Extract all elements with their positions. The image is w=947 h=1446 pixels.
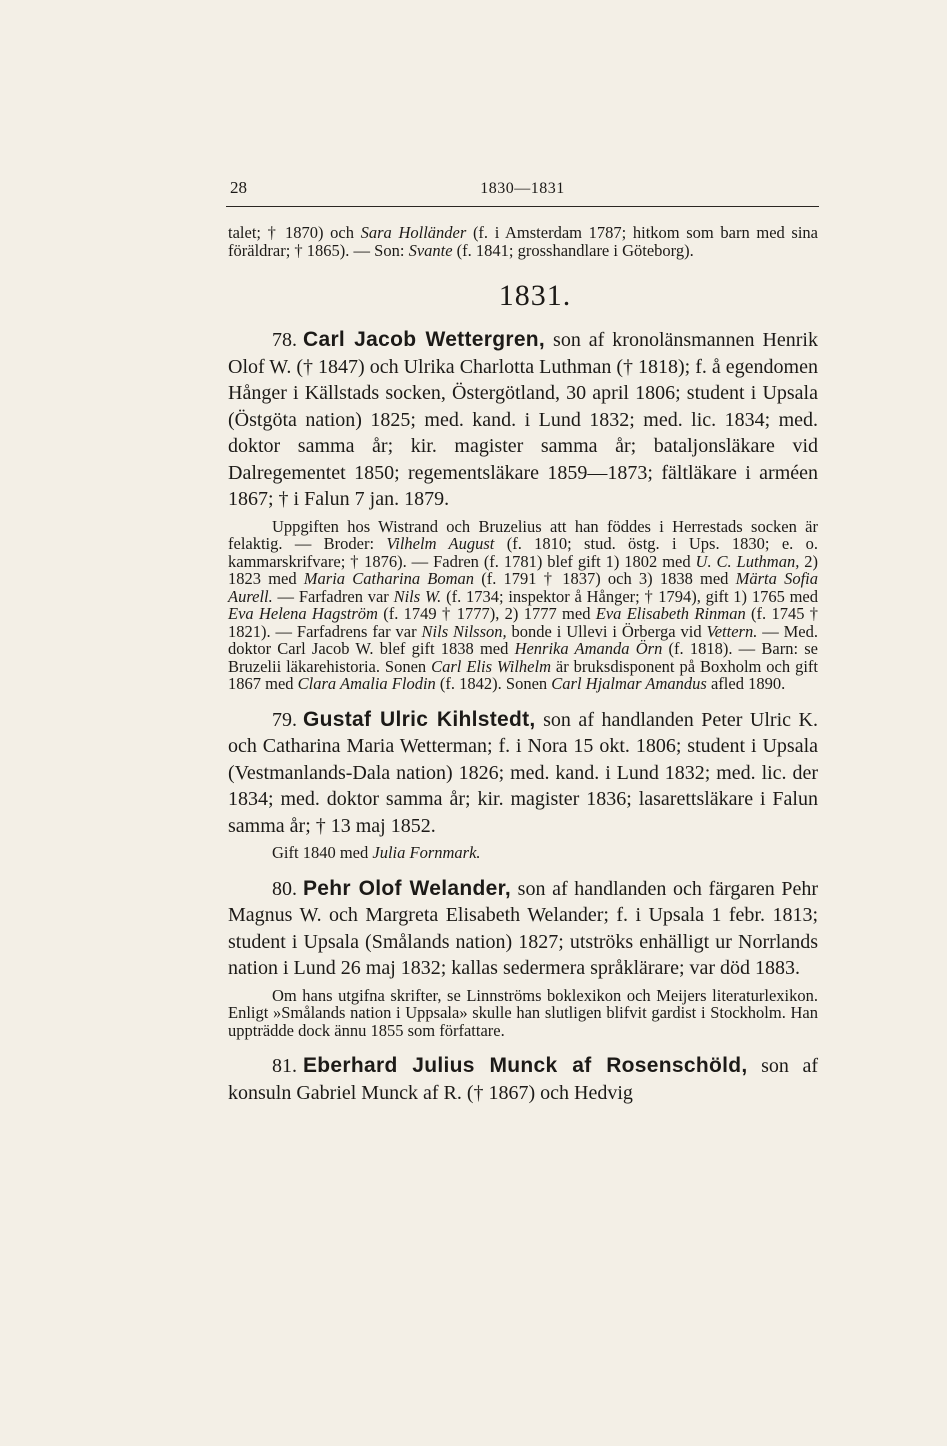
entry-number: 80. <box>272 877 297 900</box>
entry-note: Om hans utgifna skrifter, se Linnströms boklexikon och Meijers literaturlexikon. Enligt »Smålands nation i Uppsala» skulle han slutligen blifvit gardist i Stockholm. Han uppträdde dock ännu 1855 som författare. <box>228 985 818 1040</box>
running-head: 1830—1831 <box>480 180 565 197</box>
year-heading: 1831. <box>498 279 572 312</box>
entry-name: Eberhard Julius Munck af Rosenschöld, <box>303 1054 748 1077</box>
entry-number: 78. <box>272 329 297 351</box>
entry-name: Gustaf Ulric Kihlstedt, <box>303 707 536 731</box>
entry-body: 78. Carl Jacob Wettergren, son af kronolänsmannen Henrik Olof W. († 1847) och Ulrika Charlotta Luthman († 1818); f. å egendomen Hånger i Källstads socken, Östergötland, 30 april 1806; student i Upsala (Östgöta nation) 1825; med. kand. i Lund 1832; med. lic. 1834; med. doktor samma år; kir. magister samma år; bataljonsläkare vid Dalregementet 1850; regementsläkare 1859—1873; fältläkare i arméen 1867; † i Falun 7 jan. 1879. <box>228 328 818 510</box>
entry-79 <box>228 707 818 862</box>
continuation-paragraph: talet; † 1870) och Sara Holländer (f. i Amsterdam 1787; hitkom som barn med sina föräldrar; † 1865). — Son: Svante (f. 1841; grosshandlare i Göteborg). <box>228 223 818 260</box>
entry-body: 80. Pehr Olof Welander, son af handlanden och färgaren Pehr Magnus W. och Margreta Elisabeth Welander; f. i Upsala 1 febr. 1813; student i Upsala (Smålands nation) 1827; utströks enhälligt ur Norrlands nation i Lund 26 maj 1832; kallas sedermera språklärare; var död 1883. <box>228 876 818 979</box>
entry-note: Gift 1840 med Julia Fornmark. <box>272 843 481 862</box>
page-header <box>226 176 819 207</box>
entry-number: 81. <box>272 1055 297 1077</box>
entry-81 <box>228 1053 818 1106</box>
page-content <box>228 224 818 1106</box>
entry-78 <box>228 327 818 693</box>
entry-number: 79. <box>272 708 297 731</box>
entry-note: Uppgiften hos Wistrand och Bruzelius att han föddes i Herrestads socken är felaktig. — Broder: Vilhelm August (f. 1810; stud. östg. i Ups. 1830; e. o. kammarskrifvare; † 1876). — Fadren (f. 1781) blef gift 1) 1802 med U. C. Luthman, 2) 1823 med Maria Catharina Boman (f. 1791 † 1837) och 3) 1838 med Märta Sofia Aurell. — Farfadren var Nils W. (f. 1734; inspektor å Hånger; † 1794), gift 1) 1765 med Eva Helena Hagström (f. 1749 † 1777), 2) 1777 med Eva Elisabeth Rinman (f. 1745 † 1821). — Farfadrens far var Nils Nilsson, bonde i Ullevi i Örberga vid Vettern. — Med. doktor Carl Jacob W. blef gift 1838 med Henrika Amanda Örn (f. 1818). — Barn: se Bruzelii läkarehistoria. Sonen Carl Elis Wilhelm är bruksdisponent på Boxholm och gift 1867 med Clara Amalia Flodin (f. 1842). Sonen Carl Hjalmar Amandus afled 1890. <box>228 516 819 693</box>
page-number: 28 <box>230 178 247 197</box>
entry-body: 81. Eberhard Julius Munck af Rosenschöld, son af konsuln Gabriel Munck af R. († 1867) och Hedvig <box>228 1054 818 1104</box>
entry-name: Pehr Olof Welander, <box>303 876 512 900</box>
entry-80 <box>228 876 818 1040</box>
entry-name: Carl Jacob Wettergren, <box>303 328 546 351</box>
entry-body: 79. Gustaf Ulric Kihlstedt, son af handlanden Peter Ulric K. och Catharina Maria Wetterman; f. i Nora 15 okt. 1806; student i Upsala (Vestmanlands-Dala nation) 1826; med. kand. i Lund 1832; med. lic. der 1834; med. doktor samma år; kir. magister 1836; lasarettsläkare i Falun samma år; † 13 maj 1852. <box>228 707 819 837</box>
